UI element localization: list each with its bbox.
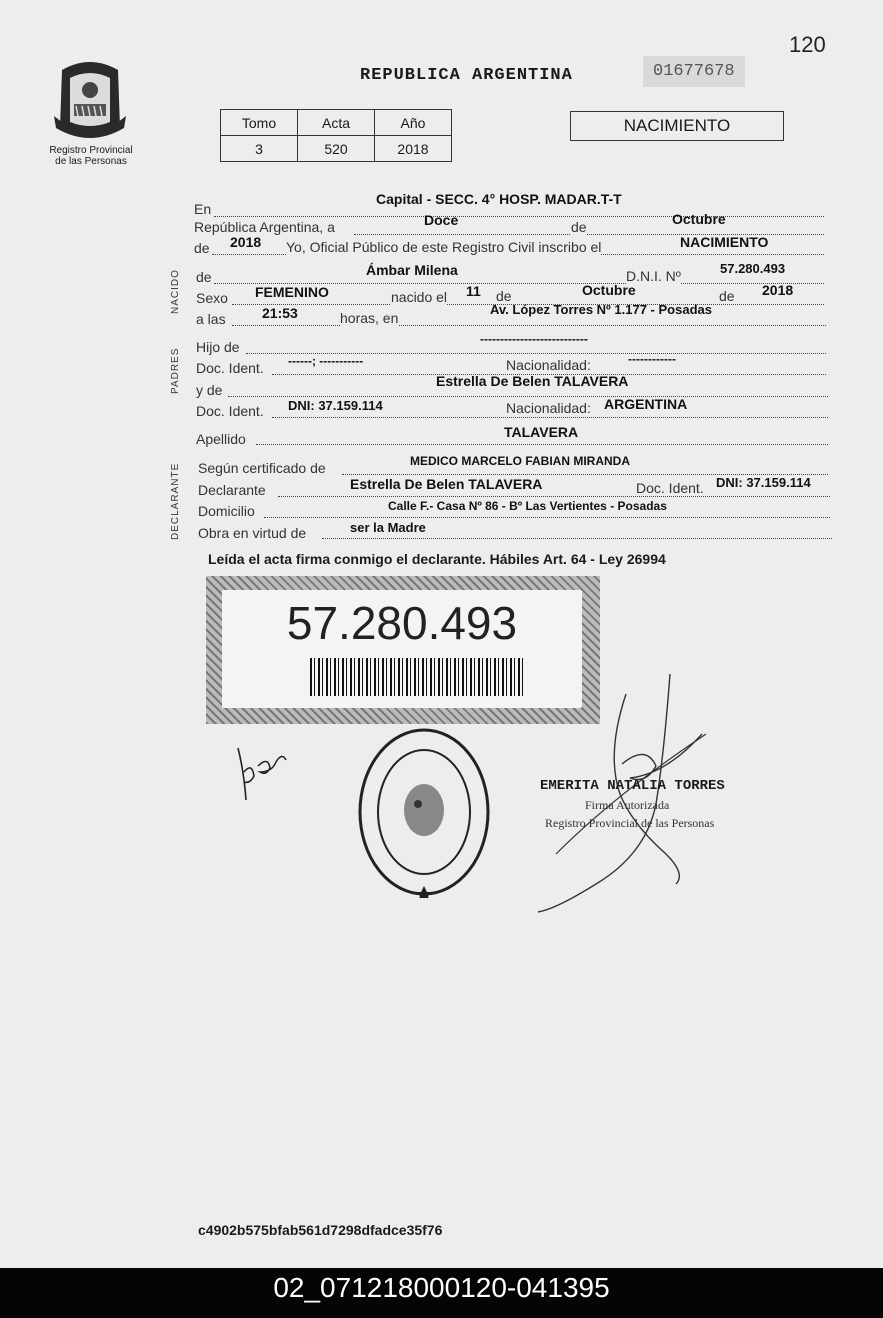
doc-ident-label: Doc. Ident. — [636, 480, 704, 496]
signer-office: Registro Provincial de las Personas — [545, 816, 715, 830]
newborn-sex: FEMENINO — [255, 284, 329, 300]
newborn-name: Ámbar Milena — [366, 262, 458, 278]
doc-ident-label: Doc. Ident. — [196, 360, 264, 376]
declarant-address: Calle F.- Casa Nº 86 - Bº Las Vertientes - Posadas — [388, 499, 667, 513]
en-label: En — [194, 201, 212, 217]
emblem-caption-line2: de las Personas — [55, 156, 127, 167]
closing-note: Leída el acta firma conmigo el declarante. Hábiles Art. 64 - Ley 26994 — [208, 551, 666, 567]
declarant-doc: DNI: 37.159.114 — [716, 475, 811, 490]
page-number: 120 — [789, 32, 826, 57]
table-cell: 520 — [298, 136, 375, 162]
hijo-label: Hijo de — [196, 339, 240, 355]
emblem-caption — [40, 145, 142, 167]
signer-role: Firma Autorizada — [585, 798, 670, 812]
nacionalidad-label: Nacionalidad: — [506, 357, 591, 373]
republica-label: República Argentina, a — [194, 219, 335, 235]
mother-name: Estrella De Belen TALAVERA — [436, 373, 629, 389]
certificate-issuer: MEDICO MARCELO FABIAN MIRANDA — [410, 454, 630, 468]
declarante-section-label: DECLARANTE — [170, 462, 181, 540]
country-title: REPUBLICA ARGENTINA — [360, 66, 573, 85]
table-header: Año — [375, 110, 452, 136]
dotted-line — [214, 216, 824, 217]
handwritten-signature-icon — [536, 674, 736, 914]
barcode-icon — [310, 658, 524, 696]
act-year: 2018 — [230, 234, 262, 250]
birth-place: Av. López Torres Nº 1.177 - Posadas — [490, 302, 712, 317]
birth-year: 2018 — [762, 282, 794, 298]
domicilio-label: Domicilio — [198, 503, 255, 519]
tomo-acta-ano-table — [220, 109, 452, 162]
dni-stamp-number: 57.280.493 — [286, 597, 518, 649]
mother-nationality: ARGENTINA — [604, 396, 688, 412]
dotted-line — [278, 496, 830, 497]
declarante-label: Declarante — [198, 482, 266, 498]
record-type-box: NACIMIENTO — [570, 111, 784, 141]
signer-name: EMERITA NATALIA TORRES — [540, 778, 725, 794]
dni-label: D.N.I. Nº — [626, 268, 681, 284]
doc-ident-label: Doc. Ident. — [196, 403, 264, 419]
birth-month: Octubre — [582, 282, 636, 298]
table-header: Acta — [298, 110, 375, 136]
de-label: de — [496, 288, 512, 304]
table-cell: 2018 — [375, 136, 452, 162]
father-name: --------------------------- — [480, 332, 588, 346]
act-month: Octubre — [672, 211, 726, 227]
inscribo-text: Yo, Oficial Público de este Registro Civil inscribo el — [286, 239, 602, 255]
father-nationality: ------------ — [628, 352, 676, 366]
dotted-line — [272, 417, 828, 418]
nacionalidad-label: Nacionalidad: — [506, 400, 591, 416]
certificado-label: Según certificado de — [198, 460, 326, 476]
father-doc: ------; ----------- — [288, 354, 364, 368]
yde-label: y de — [196, 382, 223, 398]
dotted-line — [232, 325, 826, 326]
declarant-name: Estrella De Belen TALAVERA — [350, 476, 543, 492]
de-label: de — [719, 288, 735, 304]
de-label: de — [571, 219, 587, 235]
mother-doc: DNI: 37.159.114 — [288, 398, 383, 413]
declarant-capacity: ser la Madre — [350, 520, 426, 535]
serial-number: 01677678 — [643, 56, 745, 87]
table-header: Tomo — [221, 110, 298, 136]
dotted-line — [228, 396, 828, 397]
registry-seal-icon — [356, 726, 492, 898]
act-type: NACIMIENTO — [680, 234, 769, 250]
nacido-label: nacido el — [391, 289, 448, 305]
horas-label: horas, en — [340, 310, 399, 326]
de-label: de — [196, 269, 212, 285]
registry-place: Capital - SECC. 4° HOSP. MADAR.T-T — [376, 191, 622, 207]
handwritten-initials-icon — [230, 742, 294, 804]
obra-label: Obra en virtud de — [198, 525, 307, 541]
birth-time: 21:53 — [262, 305, 298, 321]
act-day: Doce — [424, 212, 459, 228]
de-label: de — [194, 240, 210, 256]
dotted-line — [264, 517, 830, 518]
dni-stamp-inner — [222, 590, 582, 708]
birth-day: 11 — [466, 283, 481, 299]
footer-code: 02_071218000120-041395 — [0, 1268, 883, 1318]
document-hash: c4902b575bfab561d7298dfadce35f76 — [198, 1222, 443, 1238]
nacido-section-label: NACIDO — [170, 269, 181, 314]
dotted-line — [322, 538, 832, 539]
apellido-label: Apellido — [196, 431, 246, 447]
dotted-line — [256, 444, 828, 445]
alas-label: a las — [196, 311, 226, 327]
emblem-caption-line1: Registro Provincial — [49, 145, 133, 156]
table-cell: 3 — [221, 136, 298, 162]
newborn-dni: 57.280.493 — [720, 261, 786, 276]
province-emblem-icon — [50, 56, 130, 142]
padres-section-label: PADRES — [170, 347, 181, 394]
sexo-label: Sexo — [196, 290, 228, 306]
surname: TALAVERA — [504, 424, 579, 440]
